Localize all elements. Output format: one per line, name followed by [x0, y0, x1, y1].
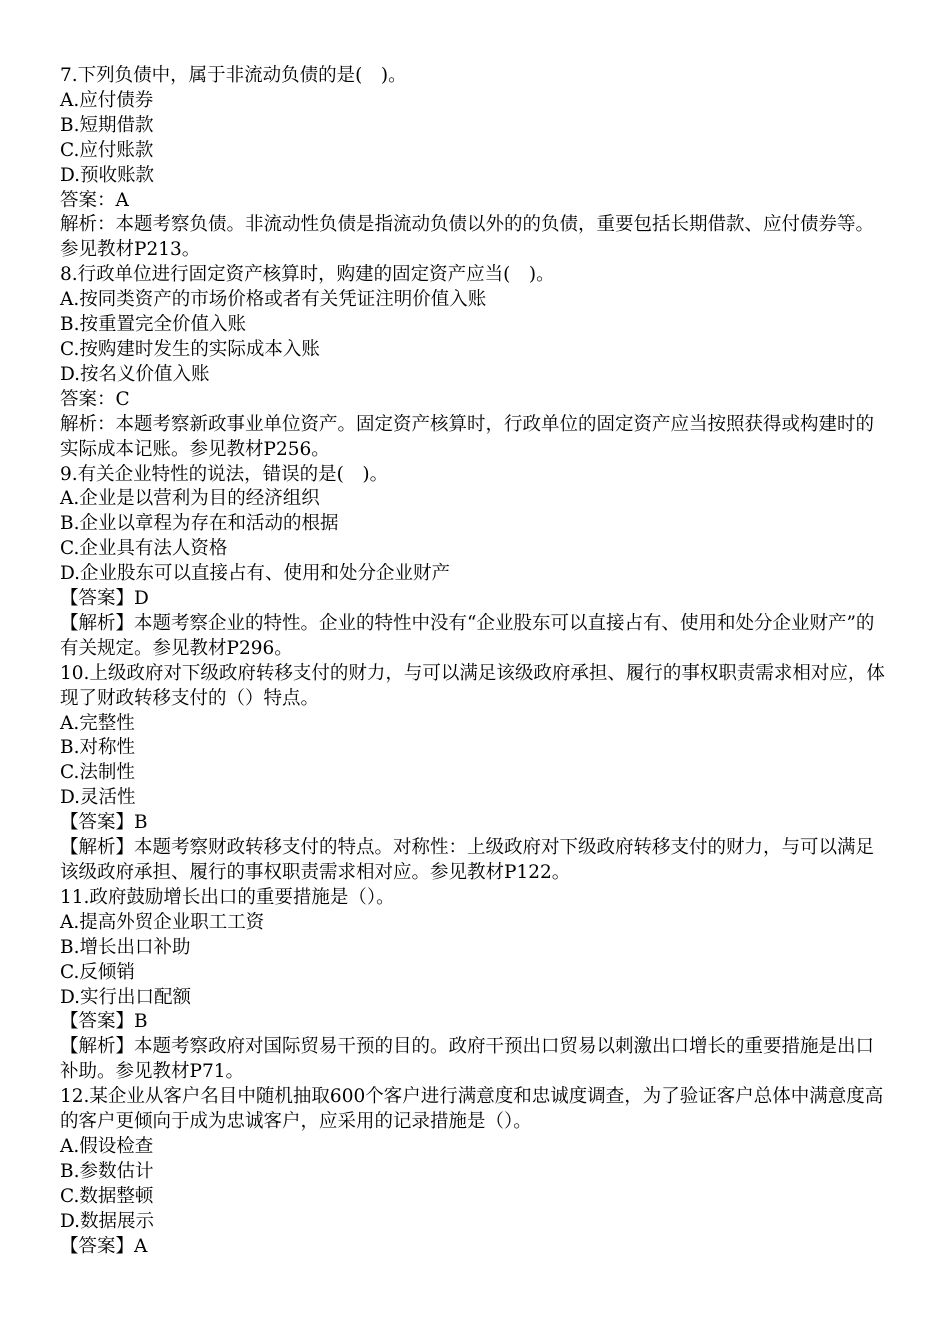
option-a: A.应付债券	[60, 89, 154, 111]
option-b: B.企业以章程为存在和活动的根据	[60, 513, 339, 535]
option-d: D.企业股东可以直接占有、使用和处分企业财产	[60, 563, 451, 585]
analysis: 【解析】本题考察财政转移支付的特点。对称性：上级政府对下级政府转移支付的财力，与可以满足该级政府承担、履行的事权职责需求相对应。参见教材P122。	[60, 837, 875, 883]
option-b: B.按重置完全价值入账	[60, 314, 246, 336]
question-stem: 12.某企业从客户名目中随机抽取600个客户进行满意度和忠诚度调查，为了验证客户总体中满意度高的客户更倾向于成为忠诚客户，应采用的记录措施是（）。	[60, 1086, 884, 1133]
answer: 【答案】B	[60, 1011, 148, 1033]
option-c: C.法制性	[60, 762, 135, 784]
option-a: A.假设检查	[60, 1135, 154, 1157]
question-8	[60, 263, 890, 462]
option-b: B.参数估计	[60, 1160, 154, 1182]
option-c: C.反倾销	[60, 961, 135, 983]
question-stem: 8.行政单位进行固定资产核算时，购建的固定资产应当( )。	[60, 264, 555, 286]
option-c: C.企业具有法人资格	[60, 538, 228, 560]
question-stem: 11.政府鼓励增长出口的重要措施是（）。	[60, 886, 395, 908]
option-b: B.短期借款	[60, 114, 154, 136]
option-b: B.增长出口补助	[60, 936, 191, 958]
question-12	[60, 1085, 890, 1259]
analysis: 【解析】本题考察政府对国际贸易干预的目的。政府干预出口贸易以刺激出口增长的重要措施是出口补助。参见教材P71。	[60, 1036, 875, 1083]
answer: 答案：C	[60, 388, 130, 410]
option-d: D.数据展示	[60, 1210, 155, 1232]
answer: 【答案】A	[60, 1235, 148, 1257]
option-a: A.企业是以营利为目的经济组织	[60, 488, 320, 510]
question-7	[60, 64, 890, 263]
option-c: C.应付账款	[60, 139, 154, 161]
question-stem: 10.上级政府对下级政府转移支付的财力，与可以满足该级政府承担、履行的事权职责需求相对应，体现了财政转移支付的（）特点。	[60, 662, 885, 709]
question-10	[60, 662, 890, 886]
option-a: A.完整性	[60, 712, 135, 734]
question-9	[60, 463, 890, 662]
question-stem: 7.下列负债中，属于非流动负债的是( )。	[60, 65, 407, 86]
answer: 【答案】B	[60, 812, 148, 834]
analysis: 解析：本题考察新政事业单位资产。固定资产核算时，行政单位的固定资产应当按照获得或构建时的实际成本记账。参见教材P256。	[60, 413, 875, 460]
option-d: D.预收账款	[60, 164, 155, 186]
analysis: 【解析】本题考察企业的特性。企业的特性中没有“企业股东可以直接占有、使用和处分企业财产”的有关规定。参见教材P296。	[60, 612, 875, 659]
option-d: D.按名义价值入账	[60, 363, 210, 385]
option-a: A.提高外贸企业职工工资	[60, 911, 265, 933]
question-11	[60, 886, 890, 1085]
document-page	[60, 64, 890, 1260]
option-d: D.灵活性	[60, 787, 136, 809]
answer: 答案：A	[60, 189, 129, 211]
answer: 【答案】D	[60, 588, 149, 610]
option-b: B.对称性	[60, 737, 135, 759]
option-d: D.实行出口配额	[60, 986, 192, 1008]
option-c: C.数据整顿	[60, 1185, 154, 1207]
question-stem: 9.有关企业特性的说法，错误的是( )。	[60, 463, 389, 485]
analysis: 解析：本题考察负债。非流动性负债是指流动负债以外的的负债，重要包括长期借款、应付债券等。参见教材P213。	[60, 214, 875, 261]
option-c: C.按购建时发生的实际成本入账	[60, 338, 320, 360]
option-a: A.按同类资产的市场价格或者有关凭证注明价值入账	[60, 289, 487, 311]
